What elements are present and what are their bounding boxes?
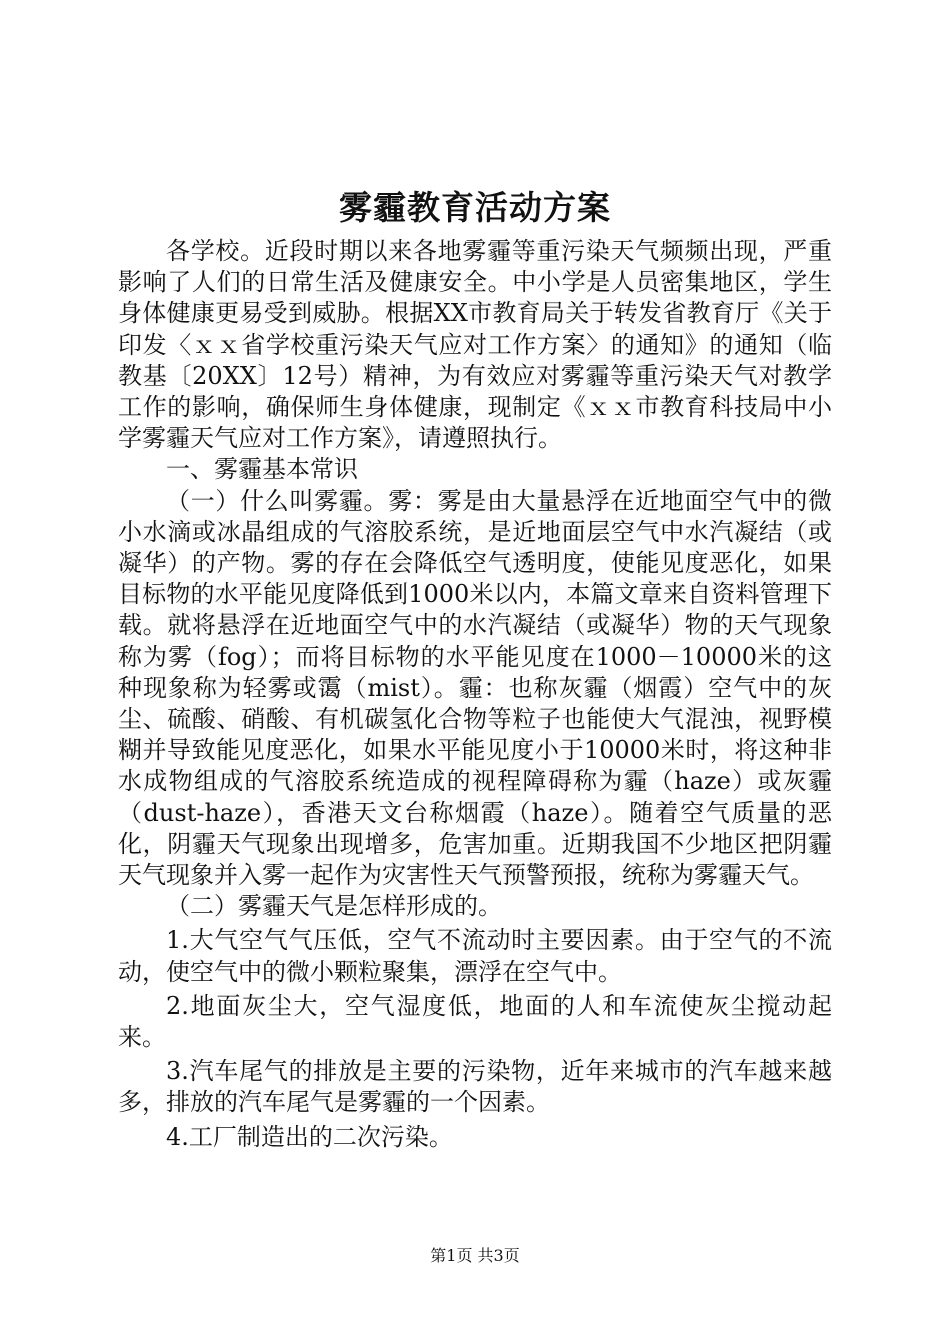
document-title: 雾霾教育活动方案 [339,188,611,227]
paragraph-what-is-smog: （一）什么叫雾霾。雾：雾是由大量悬浮在近地面空气中的微小水滴或冰晶组成的气溶胶系统，是近地面层空气中水汽凝结（或凝华）的产物。雾的存在会降低空气透明度，使能见度恶化，如果目标物的水平能见度降低到1000米以内，本篇文章来自资料管理下载。就将悬浮在近地面空气中的水汽凝结（或凝华）物的天气现象称为雾（fog）；而将目标物的水平能见度在1000－10000米的这种现象称为轻雾或霭（mist）。霾：也称灰霾（烟霞）空气中的灰尘、硫酸、硝酸、有机碳氢化合物等粒子也能使大气混浊，视野模糊并导致能见度恶化，如果水平能见度小于10000米时，将这种非水成物组成的气溶胶系统造成的视程障碍称为霾（haze）或灰霾（dust-haze），香港天文台称烟霞（haze）。随着空气质量的恶化，阴霾天气现象出现增多，危害加重。近期我国不少地区把阴霾天气现象并入雾一起作为灾害性天气预警预报，统称为雾霾天气。 [118,486,832,890]
subsection-heading-formation: （二）雾霾天气是怎样形成的。 [166,892,502,921]
list-item-formation-3: 3.汽车尾气的排放是主要的污染物，近年来城市的汽车越来越多，排放的汽车尾气是雾霾的一个因素。 [118,1057,832,1117]
list-item-formation-4: 4.工厂制造出的二次污染。 [166,1122,453,1151]
page-number-footer: 第1页 共3页 [430,1246,520,1265]
paragraph-intro: 各学校。近段时期以来各地雾霾等重污染天气频频出现，严重影响了人们的日常生活及健康安全。中小学是人员密集地区，学生身体健康更易受到威胁。根据XX市教育局关于转发省教育厅《关于印发〈ｘｘ省学校重污染天气应对工作方案〉的通知》的通知（临教基〔20XX〕12号）精神，为有效应对雾霾等重污染天气对教学工作的影响，确保师生身体健康，现制定《ｘｘ市教育科技局中小学雾霾天气应对工作方案》，请遵照执行。 [118,237,832,453]
document-body [118,236,832,1153]
section-heading-basics: 一、雾霾基本常识 [166,455,358,484]
list-item-formation-2: 2.地面灰尘大，空气湿度低，地面的人和车流使灰尘搅动起来。 [118,991,832,1052]
list-item-formation-1: 1.大气空气气压低，空气不流动时主要因素。由于空气的不流动，使空气中的微小颗粒聚集，漂浮在空气中。 [118,926,832,986]
